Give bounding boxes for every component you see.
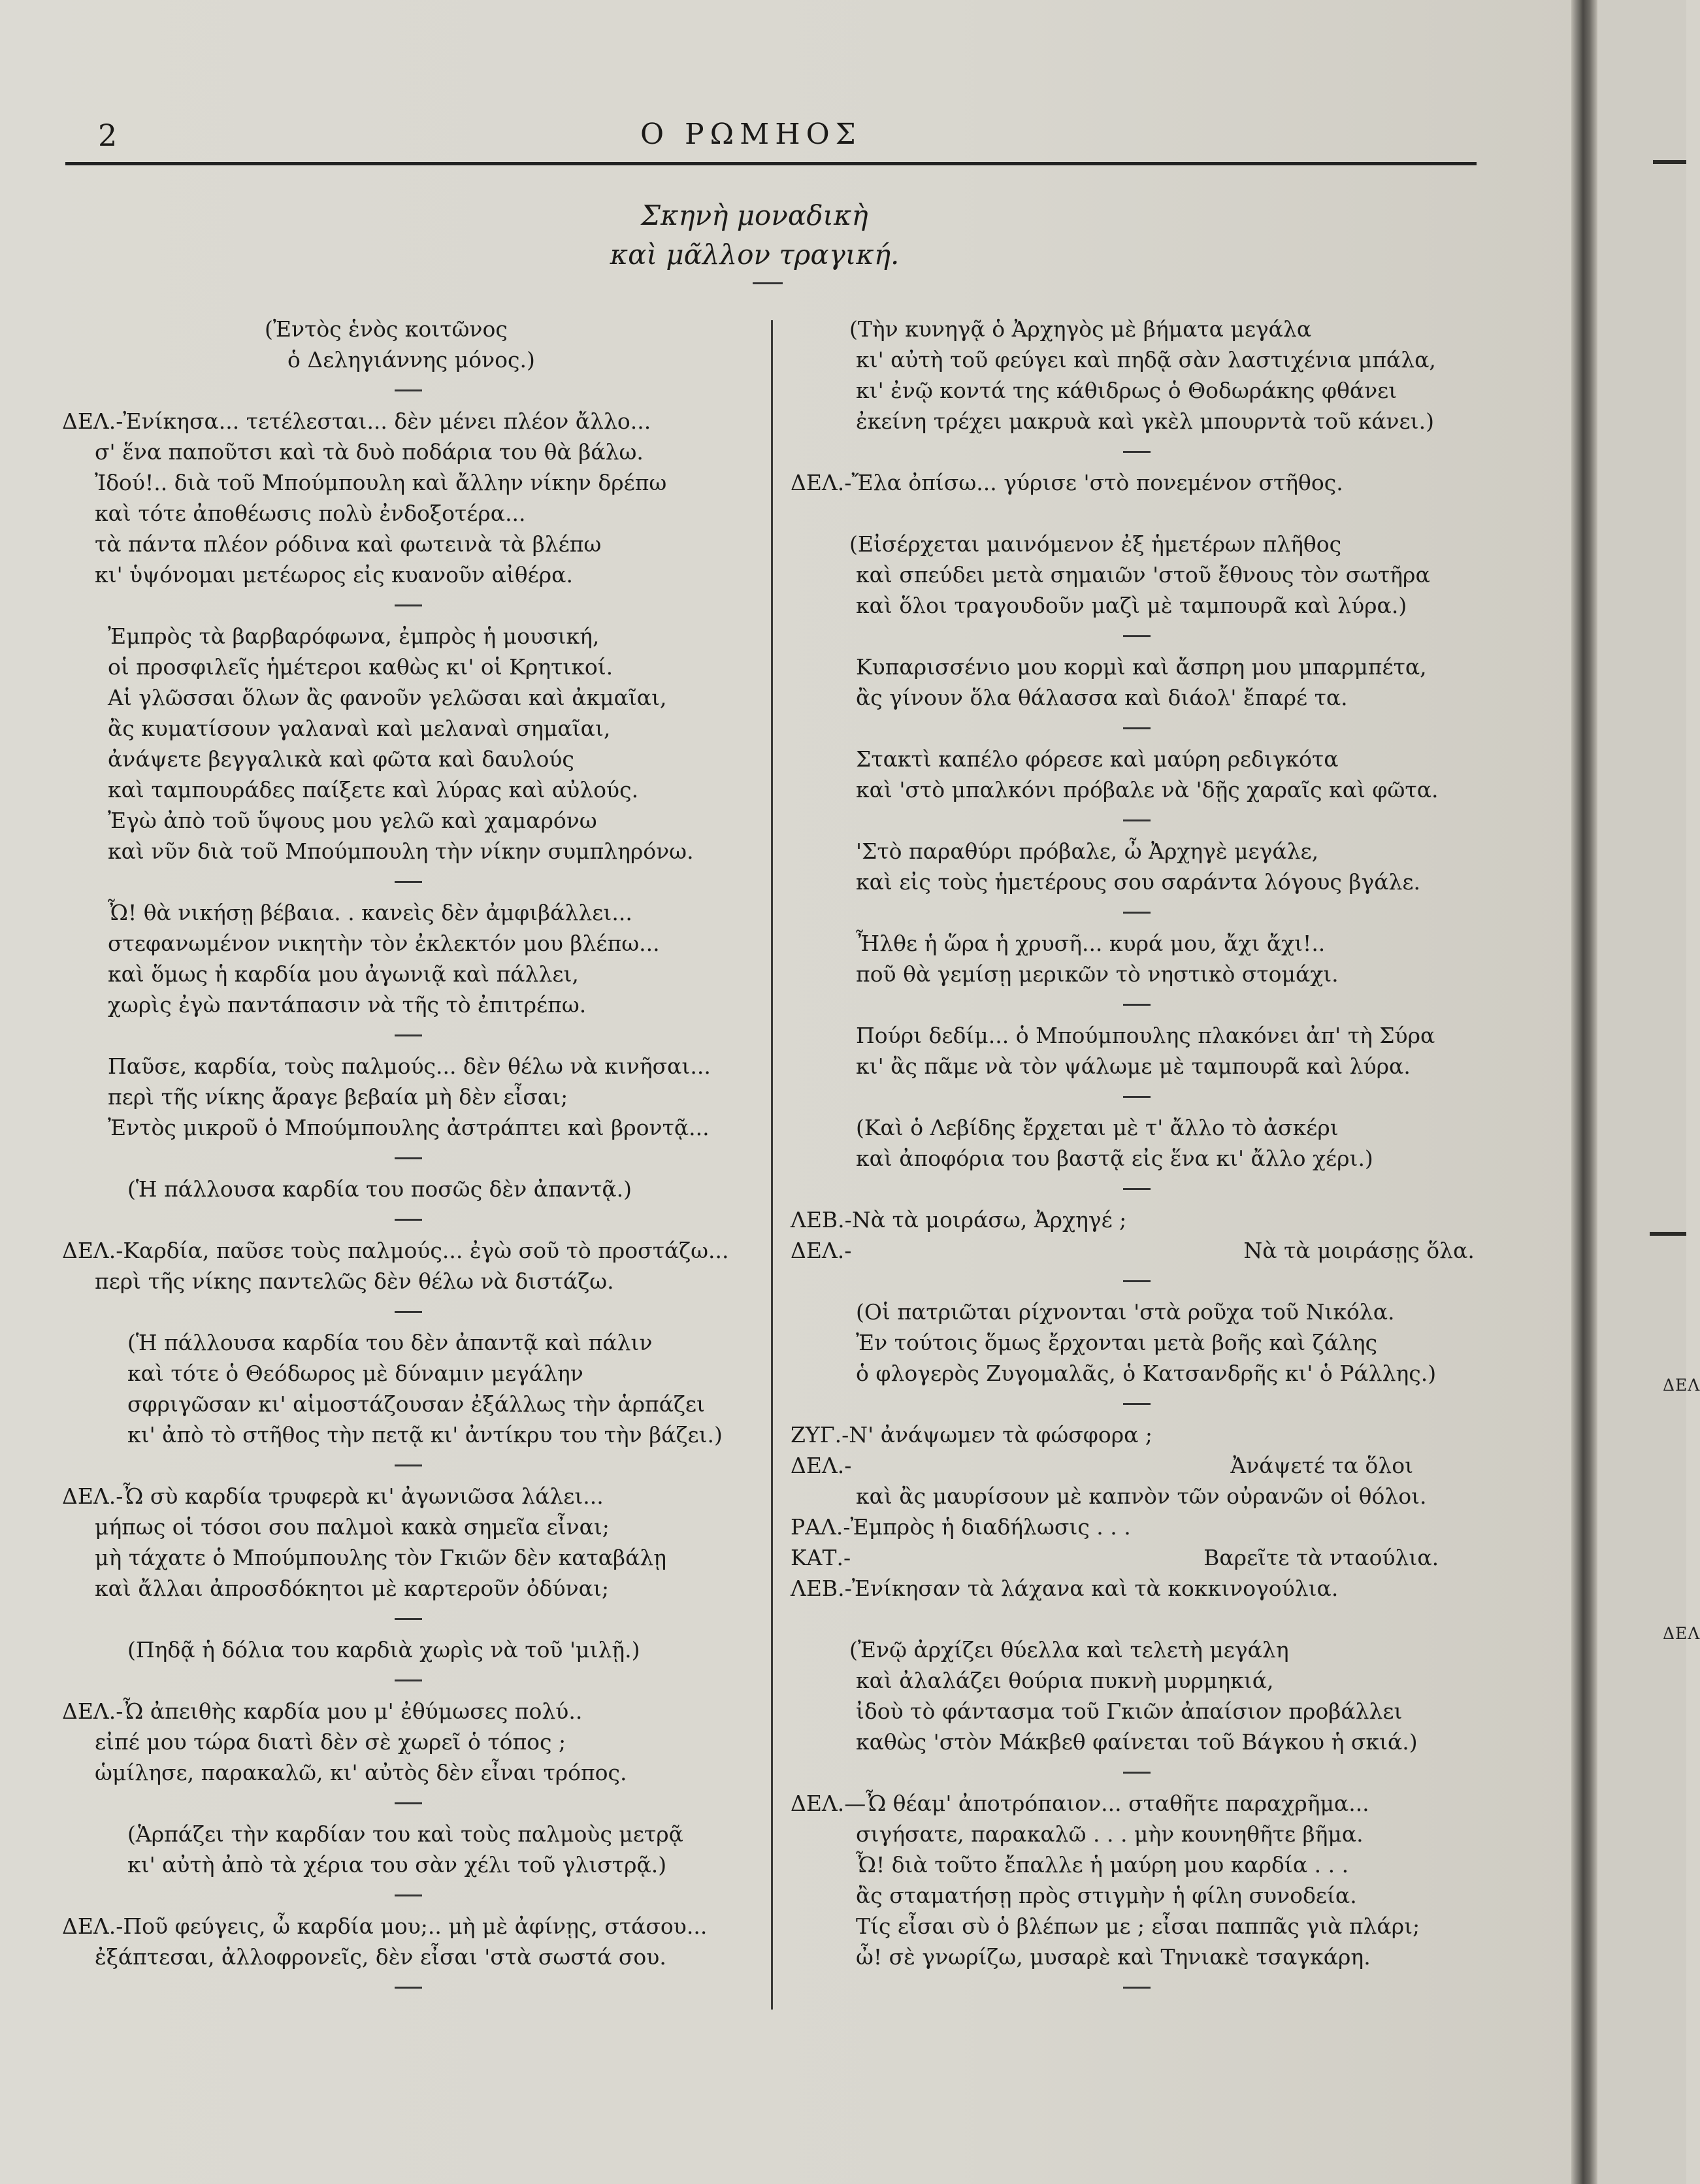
verse-text: Ν' ἀνάψωμεν τὰ φώσφορα ; <box>849 1422 1153 1448</box>
verse-text: ἂς γίνουν ὅλα θάλασσα καὶ διάολ' ἔπαρέ τα. <box>856 685 1348 710</box>
speaker-line <box>791 1788 1483 1819</box>
verse-line <box>62 1634 755 1665</box>
verse-line <box>62 1327 755 1358</box>
verse-text: Στακτὶ καπέλο φόρεσε καὶ μαύρη ρεδιγκότα <box>856 746 1339 772</box>
speaker-label: ΡΑΛ.- <box>791 1514 851 1540</box>
scene-title-line: Σκηνὴ μοναδικὴ <box>641 199 868 231</box>
verse-text: οἱ προσφιλεῖς ἡμέτεροι καθὼς κι' οἱ Κρητικοί. <box>108 654 613 680</box>
verse-line <box>791 1696 1483 1727</box>
verse-text: καὶ νῦν διὰ τοῦ Μπούμπουλη τὴν νίκην συμπληρόνω. <box>108 838 694 864</box>
verse-separator <box>791 1389 1483 1419</box>
verse-separator <box>62 1297 755 1327</box>
verse-line <box>791 314 1483 344</box>
verse-separator <box>791 713 1483 744</box>
verse-line <box>62 621 755 652</box>
verse-line <box>791 1819 1483 1849</box>
verse-text: καὶ ἀλαλάζει θούρια πυκνὴ μυρμηκιά, <box>856 1668 1274 1693</box>
verse-separator <box>62 1972 755 2003</box>
verse-separator <box>791 1972 1483 2003</box>
verse-line <box>62 836 755 867</box>
verse-line <box>791 529 1483 559</box>
verse-line <box>791 375 1483 406</box>
verse-text: καὶ ὅμως ἡ καρδία μου ἀγωνιᾷ καὶ πάλλει, <box>108 961 579 987</box>
verse-text: μήπως οἱ τόσοι σου παλμοὶ κακὰ σημεῖα εἶναι; <box>95 1514 610 1540</box>
verse-text: εἰπέ μου τώρα διατὶ δὲν σὲ χωρεῖ ὁ τόπος ; <box>95 1729 566 1755</box>
speaker-label: ΔΕΛ.- <box>62 408 123 434</box>
verse-line <box>791 959 1483 989</box>
verse-separator <box>791 897 1483 928</box>
verse-text: ἂς κυματίσουν γαλαναὶ καὶ μελαναὶ σημαῖαι, <box>108 716 611 741</box>
verse-line <box>791 1481 1483 1512</box>
verse-line <box>791 1020 1483 1051</box>
verse-text: (Ἡ πάλλουσα καρδία του ποσῶς δὲν ἀπαντᾷ.) <box>127 1176 632 1202</box>
verse-line <box>62 529 755 559</box>
speaker-line <box>791 1419 1483 1450</box>
verse-text: Παῦσε, καρδία, τοὺς παλμούς... δὲν θέλω νὰ κινῆσαι... <box>108 1053 711 1079</box>
verse-separator <box>791 805 1483 836</box>
verse-line <box>791 1112 1483 1143</box>
verse-line <box>62 682 755 713</box>
verse-text: καὶ 'στὸ μπαλκόνι πρόβαλε νὰ 'δῇς χαραῖς καὶ φῶτα. <box>856 777 1439 802</box>
verse-text: (Τὴν κυνηγᾷ ὁ Ἀρχηγὸς μὲ βήματα μεγάλα <box>849 316 1312 342</box>
scene-title-line: καὶ μᾶλλον τραγική. <box>610 239 900 271</box>
verse-text: ἰδοὺ τὸ φάντασμα τοῦ Γκιῶν ἀπαίσιον προβάλλει <box>856 1698 1403 1724</box>
adjacent-page-edge <box>1597 0 1686 2184</box>
verse-line <box>62 314 755 344</box>
verse-text: ἀνάψετε βεγγαλικὰ καὶ φῶτα καὶ δαυλούς <box>108 746 574 772</box>
verse-text: περὶ τῆς νίκης παντελῶς δὲν θέλω νὰ διστάζω. <box>95 1268 614 1294</box>
verse-text: (Ἡ πάλλουσα καρδία του δὲν ἀπαντᾷ καὶ πάλιν <box>127 1330 653 1355</box>
verse-line <box>791 590 1483 621</box>
verse-line <box>791 928 1483 959</box>
verse-separator <box>62 867 755 897</box>
verse-text: Ἀνάψετέ τα ὅλοι <box>1230 1453 1414 1478</box>
speaker-label: ΔΕΛ.- <box>62 1913 123 1939</box>
verse-line <box>791 682 1483 713</box>
speaker-label: ΔΕΛ.- <box>62 1483 123 1509</box>
verse-line <box>791 1051 1483 1082</box>
verse-line <box>62 928 755 959</box>
masthead: Ο ΡΩΜΗΟΣ <box>640 118 862 151</box>
speaker-line <box>791 1573 1483 1604</box>
verse-line <box>791 836 1483 867</box>
stanza-gap <box>791 1604 1483 1634</box>
speaker-line <box>62 406 755 437</box>
verse-separator <box>62 1143 755 1174</box>
verse-line <box>62 1757 755 1788</box>
verse-text: Ἐγὼ ἀπὸ τοῦ ὕψους μου γελῶ καὶ χαμαρόνω <box>108 808 597 833</box>
verse-text: (Εἰσέρχεται μαινόμενον ἐξ ἡμετέρων πλῆθος <box>849 531 1342 557</box>
right-column <box>791 314 1483 2003</box>
verse-line <box>62 1573 755 1604</box>
verse-text: ἐκείνη τρέχει μακρυὰ καὶ γκὲλ μπουρντὰ τοῦ κάνει.) <box>856 408 1434 434</box>
verse-text: κι' αὐτὴ τοῦ φεύγει καὶ πηδᾷ σὰν λαστιχένια μπάλα, <box>856 347 1436 372</box>
adjacent-page-speaker: ΔΕΛ <box>1663 1624 1700 1643</box>
verse-text: (Ἐντὸς ἑνὸς κοιτῶνος <box>265 316 508 342</box>
verse-line <box>62 1051 755 1082</box>
verse-text: κι' ὑψόνομαι μετέωρος εἰς κυανοῦν αἰθέρα. <box>95 562 573 587</box>
verse-line <box>62 437 755 467</box>
verse-text: Ὦ ἀπειθὴς καρδία μου μ' ἐθύμωσες πολύ.. <box>123 1698 583 1724</box>
verse-text: (Οἱ πατριῶται ρίχνονται 'στὰ ροῦχα τοῦ Νικόλα. <box>856 1299 1395 1325</box>
verse-line <box>62 1849 755 1880</box>
verse-separator <box>791 989 1483 1020</box>
verse-text: Ὦ θέαμ' ἀποτρόπαιον... σταθῆτε παραχρῆμα... <box>866 1791 1369 1816</box>
verse-separator <box>791 1174 1483 1204</box>
verse-line <box>62 1174 755 1204</box>
speaker-label: ΚΑΤ.- <box>791 1545 851 1570</box>
verse-text: καὶ τότε ἀποθέωσις πολὺ ἐνδοξοτέρα... <box>95 501 526 526</box>
verse-text: (Καὶ ὁ Λεβίδης ἔρχεται μὲ τ' ἄλλο τὸ ἀσκέρι <box>856 1115 1339 1140</box>
verse-line <box>62 1358 755 1389</box>
verse-text: κι' ἂς πᾶμε νὰ τὸν ψάλωμε μὲ ταμπουρᾶ καὶ λύρα. <box>856 1053 1411 1079</box>
verse-text: καὶ ἄλλαι ἀπροσδόκητοι μὲ καρτεροῦν ὀδύναι; <box>95 1576 610 1601</box>
speaker-line <box>62 1235 755 1266</box>
verse-line <box>791 344 1483 375</box>
verse-separator <box>62 590 755 621</box>
verse-line <box>62 744 755 774</box>
verse-text: 'Στὸ παραθύρι πρόβαλε, ὦ Ἀρχηγὲ μεγάλε, <box>856 838 1319 864</box>
verse-line <box>791 652 1483 682</box>
speaker-label: ΔΕΛ.- <box>791 1238 852 1263</box>
verse-line <box>62 1112 755 1143</box>
verse-line <box>62 559 755 590</box>
verse-separator <box>791 1266 1483 1297</box>
verse-line <box>62 1819 755 1849</box>
verse-text: Καρδία, παῦσε τοὺς παλμούς... ἐγὼ σοῦ τὸ προστάζω... <box>123 1238 729 1263</box>
verse-text: (Ἐνῷ ἀρχίζει θύελλα καὶ τελετὴ μεγάλη <box>849 1637 1289 1663</box>
verse-text: ὦ! σὲ γνωρίζω, μυσαρὲ καὶ Τηνιακὲ τσαγκάρη. <box>856 1944 1371 1970</box>
adjacent-page-rule <box>1653 160 1686 164</box>
verse-text: Ὦ σὺ καρδία τρυφερὰ κι' ἀγωνιῶσα λάλει... <box>123 1483 604 1509</box>
speaker-line <box>791 1512 1483 1542</box>
verse-line <box>62 989 755 1020</box>
verse-line <box>62 713 755 744</box>
verse-separator <box>62 1665 755 1696</box>
verse-text: (Ἁρπάζει τὴν καρδίαν του καὶ τοὺς παλμοὺς μετρᾷ <box>127 1821 683 1847</box>
verse-text: καὶ ἀποφόρια του βαστᾷ εἰς ἕνα κι' ἄλλο χέρι.) <box>856 1146 1373 1171</box>
verse-text: Ἔλα ὀπίσω... γύρισε 'στὸ πονεμένον στῆθος. <box>851 470 1343 495</box>
verse-line <box>62 1266 755 1297</box>
verse-line <box>62 959 755 989</box>
verse-line <box>62 1512 755 1542</box>
scene-title <box>0 196 1509 274</box>
speaker-label: ΔΕΛ.- <box>791 470 852 495</box>
title-separator <box>753 282 783 284</box>
verse-text: Βαρεῖτε τὰ νταούλια. <box>1203 1545 1439 1570</box>
verse-text: σ' ἕνα παποῦτσι καὶ τὰ δυὸ ποδάρια του θὰ βάλω. <box>95 439 644 465</box>
verse-text: καθὼς 'στὸν Μάκβεθ φαίνεται τοῦ Βάγκου ἡ σκιά.) <box>856 1729 1418 1755</box>
verse-separator <box>62 1880 755 1911</box>
verse-text: Αἱ γλῶσσαι ὅλων ἂς φανοῦν γελῶσαι καὶ ἀκμαῖαι, <box>108 685 667 710</box>
verse-line <box>791 1327 1483 1358</box>
verse-text: καὶ εἰς τοὺς ἡμετέρους σου σαράντα λόγους βγάλε. <box>856 869 1420 895</box>
verse-line <box>791 774 1483 805</box>
verse-line <box>791 744 1483 774</box>
speaker-label: ΖΥΓ.- <box>791 1422 849 1448</box>
verse-line <box>62 897 755 928</box>
verse-text: Νὰ τὰ μοιράσῃς ὅλα. <box>1243 1238 1475 1263</box>
speaker-label: ΔΕΛ.— <box>791 1791 866 1816</box>
verse-text: καὶ ἂς μαυρίσουν μὲ καπνὸν τῶν οὐρανῶν οἱ θόλοι. <box>856 1483 1427 1509</box>
verse-text: Κυπαρισσένιο μου κορμὶ καὶ ἄσπρη μου μπαρμπέτα, <box>856 654 1427 680</box>
verse-line <box>62 1942 755 1972</box>
verse-separator <box>791 1082 1483 1112</box>
left-column <box>62 314 755 2003</box>
verse-line <box>791 1727 1483 1757</box>
verse-text: Τίς εἶσαι σὺ ὁ βλέπων με ; εἶσαι παππᾶς γιὰ πλάρι; <box>856 1913 1420 1939</box>
column-rule <box>771 320 773 2010</box>
speaker-line <box>791 1542 1483 1573</box>
speaker-label: ΔΕΛ.- <box>62 1698 123 1724</box>
adjacent-page-rule <box>1650 1232 1686 1236</box>
verse-line <box>791 1143 1483 1174</box>
verse-separator <box>62 1204 755 1235</box>
verse-line <box>62 805 755 836</box>
verse-line <box>62 344 755 375</box>
verse-text: ὁ φλογερὸς Ζυγομαλᾶς, ὁ Κατσανδρῆς κι' ὁ Ράλλης.) <box>856 1361 1437 1386</box>
verse-separator <box>62 1788 755 1819</box>
page-gutter <box>1571 0 1597 2184</box>
verse-text: τὰ πάντα πλέον ρόδινα καὶ φωτεινὰ τὰ βλέπω <box>95 531 602 557</box>
verse-line <box>791 406 1483 437</box>
verse-text: καὶ σπεύδει μετὰ σημαιῶν 'στοῦ ἔθνους τὸν σωτῆρα <box>856 562 1430 587</box>
verse-text: (Πηδᾷ ἡ δόλια του καρδιὰ χωρὶς νὰ τοῦ 'μιλῇ.) <box>127 1637 640 1663</box>
speaker-line <box>62 1696 755 1727</box>
verse-line <box>791 1942 1483 1972</box>
stanza-gap <box>791 498 1483 529</box>
verse-text: ὁ Δεληγιάννης μόνος.) <box>287 347 535 372</box>
verse-line <box>62 498 755 529</box>
verse-line <box>62 652 755 682</box>
page-number: 2 <box>98 118 118 153</box>
speaker-line <box>791 1235 1483 1266</box>
verse-text: Ἰδού!.. διὰ τοῦ Μπούμπουλη καὶ ἄλλην νίκην δρέπω <box>95 470 667 495</box>
verse-line <box>791 1880 1483 1911</box>
verse-text: Ἐντὸς μικροῦ ὁ Μπούμπουλης ἀστράπτει καὶ βροντᾷ... <box>108 1115 710 1140</box>
verse-text: Ποῦ φεύγεις, ὦ καρδία μου;.. μὴ μὲ ἀφίνῃς, στάσου... <box>123 1913 708 1939</box>
speaker-line <box>62 1911 755 1942</box>
verse-line <box>62 1389 755 1419</box>
verse-text: σφριγῶσαν κι' αἱμοστάζουσαν ἐξάλλως τὴν ἁρπάζει <box>127 1391 705 1417</box>
verse-text: περὶ τῆς νίκης ἄραγε βεβαία μὴ δὲν εἶσαι; <box>108 1084 568 1110</box>
verse-text: κι' ἐνῷ κοντά της κάθιδρως ὁ Θοδωράκης φθάνει <box>856 378 1398 403</box>
verse-line <box>62 774 755 805</box>
verse-text: ὡμίλησε, παρακαλῶ, κι' αὐτὸς δὲν εἶναι τρόπος. <box>95 1760 627 1785</box>
verse-line <box>791 867 1483 897</box>
speaker-line <box>791 1204 1483 1235</box>
verse-text: Ἐμπρὸς ἡ διαδήλωσις . . . <box>850 1514 1131 1540</box>
verse-separator <box>791 621 1483 652</box>
verse-text: Ἦλθε ἡ ὥρα ἡ χρυσῆ... κυρά μου, ἄχι ἄχι!.. <box>856 931 1326 956</box>
verse-text: Ἐμπρὸς τὰ βαρβαρόφωνα, ἐμπρὸς ἡ μουσική, <box>108 623 600 649</box>
verse-text: Ἐν τούτοις ὅμως ἔρχονται μετὰ βοῆς καὶ ζάλης <box>856 1330 1378 1355</box>
verse-text: Ὦ! διὰ τοῦτο ἔπαλλε ἡ μαύρη μου καρδία . . . <box>856 1852 1349 1878</box>
speaker-label: ΔΕΛ.- <box>62 1238 123 1263</box>
verse-text: Νὰ τὰ μοιράσω, Ἀρχηγέ ; <box>851 1207 1127 1233</box>
verse-text: Ὦ! θὰ νικήσῃ βέβαια. . κανεὶς δὲν ἀμφιβάλλει... <box>108 900 632 925</box>
verse-line <box>62 1542 755 1573</box>
adjacent-page-speaker: ΔΕΛ <box>1663 1376 1700 1395</box>
verse-line <box>791 559 1483 590</box>
verse-text: κι' ἀπὸ τὸ στῆθος τὴν πετᾷ κι' ἀντίκρυ του τὴν βάζει.) <box>127 1422 723 1448</box>
header-rule <box>65 162 1477 165</box>
speaker-line <box>62 1481 755 1512</box>
verse-text: ποῦ θὰ γεμίσῃ μερικῶν τὸ νηστικὸ στομάχι. <box>856 961 1339 987</box>
verse-text: Ἐνίκησαν τὰ λάχανα καὶ τὰ κοκκινογούλια. <box>851 1576 1339 1601</box>
verse-text: ἂς σταματήσῃ πρὸς στιγμὴν ἡ φίλη συνοδεία. <box>856 1883 1357 1908</box>
verse-line <box>791 1665 1483 1696</box>
verse-line <box>62 1419 755 1450</box>
verse-separator <box>62 1604 755 1634</box>
verse-separator <box>62 1450 755 1481</box>
verse-separator <box>62 375 755 406</box>
verse-line <box>791 1849 1483 1880</box>
verse-text: μὴ τάχατε ὁ Μπούμπουλης τὸν Γκιῶν δὲν καταβάλῃ <box>95 1545 667 1570</box>
speaker-label: ΛΕΒ.- <box>791 1207 852 1233</box>
verse-separator <box>791 1757 1483 1788</box>
speaker-label: ΛΕΒ.- <box>791 1576 852 1601</box>
verse-text: καὶ τότε ὁ Θεόδωρος μὲ δύναμιν μεγάλην <box>127 1361 583 1386</box>
verse-separator <box>62 1020 755 1051</box>
verse-text: Ἐνίκησα... τετέλεσται... δὲν μένει πλέον ἄλλο... <box>123 408 651 434</box>
speaker-label: ΔΕΛ.- <box>791 1453 852 1478</box>
verse-text: κι' αὐτὴ ἀπὸ τὰ χέρια του σὰν χέλι τοῦ γλιστρᾷ.) <box>127 1852 667 1878</box>
verse-text: χωρὶς ἐγὼ παντάπασιν νὰ τῆς τὸ ἐπιτρέπω. <box>108 992 587 1018</box>
verse-line <box>62 1727 755 1757</box>
verse-separator <box>791 437 1483 467</box>
verse-text: καὶ ὅλοι τραγουδοῦν μαζὶ μὲ ταμπουρᾶ καὶ λύρα.) <box>856 593 1407 618</box>
speaker-line <box>791 1450 1483 1481</box>
verse-text: Πούρι δεδίμ... ὁ Μπούμπουλης πλακόνει ἀπ' τὴ Σύρα <box>856 1023 1435 1048</box>
verse-text: ἐξάπτεσαι, ἀλλοφρονεῖς, δὲν εἶσαι 'στὰ σωστά σου. <box>95 1944 666 1970</box>
verse-text: στεφανωμένον νικητὴν τὸν ἐκλεκτόν μου βλέπω... <box>108 931 660 956</box>
verse-text: σιγήσατε, παρακαλῶ . . . μὴν κουνηθῆτε βῆμα. <box>856 1821 1364 1847</box>
verse-text: καὶ ταμπουράδες παίξετε καὶ λύρας καὶ αὐλούς. <box>108 777 639 802</box>
verse-line <box>791 1297 1483 1327</box>
verse-line <box>791 1911 1483 1942</box>
verse-line <box>791 1634 1483 1665</box>
verse-line <box>791 1358 1483 1389</box>
speaker-line <box>791 467 1483 498</box>
verse-line <box>62 467 755 498</box>
verse-line <box>62 1082 755 1112</box>
